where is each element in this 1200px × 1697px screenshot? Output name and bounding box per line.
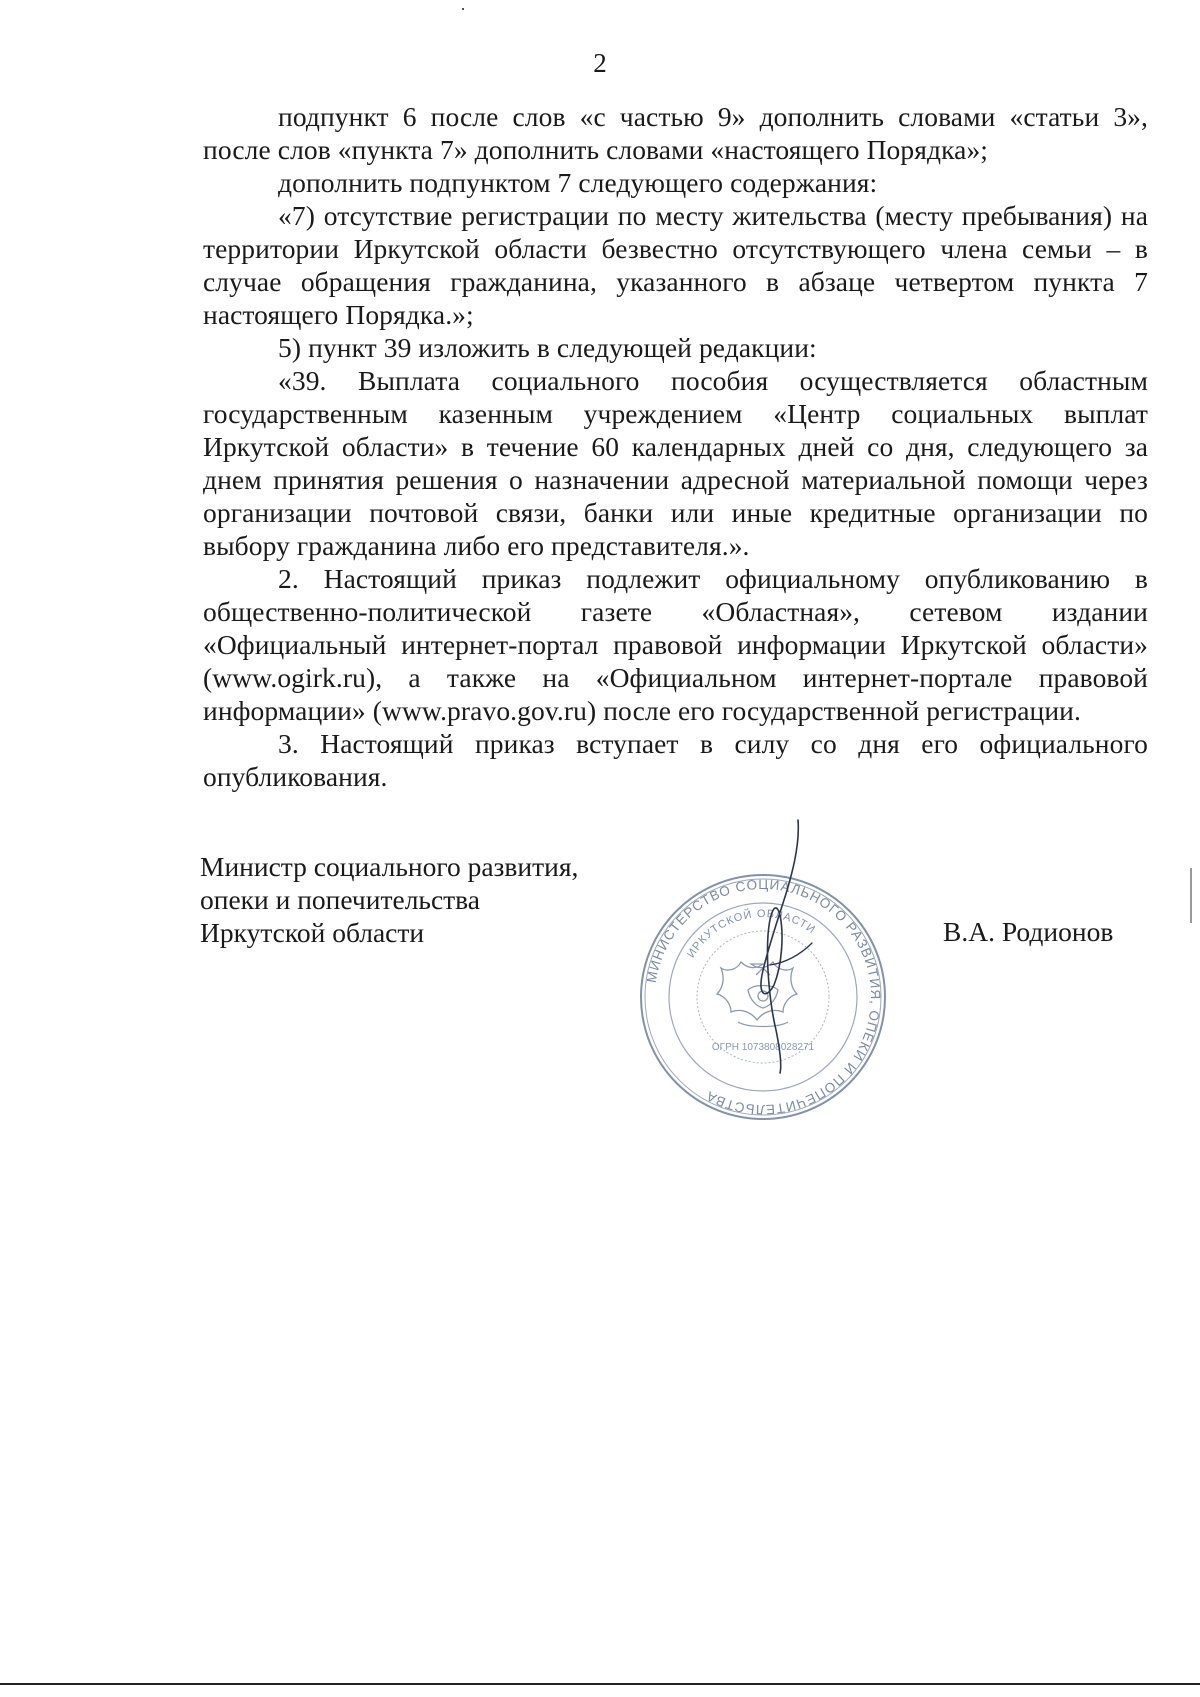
signatory-position-line: Министр социального развития, [200,851,579,882]
handwritten-signature [740,815,830,1075]
signatory-position-line: опеки и попечительства [200,884,481,915]
scan-bottom-edge [0,1683,1200,1685]
seal-inner-text: ИРКУТСКОЙ ОБЛАСТИ [685,907,818,960]
paragraph: «7) отсутствие регистрации по месту жительства (месту пребывания) на территории Иркутской области безвестно отсутствующего члена семьи – в случае обращения гражданина, указанного в абзаце четвертом пункта 7 настоящего Порядка.»; [203,200,1148,330]
paragraph: «39. Выплата социального пособия осуществляется областным государственным казенным учреждением «Центр социальных выплат Иркутской области» в течение 60 календарных дней со дня, следующего за днем принятия решения о назначении адресной материальной помощи через организации почтовой связи, банки или иные кредитные организации по выбору гражданина либо его представителя.». [203,365,1148,561]
paragraph: 5) пункт 39 изложить в следующей редакции: [278,332,817,363]
scan-edge-mark [1190,868,1192,923]
paragraph: 2. Настоящий приказ подлежит официальному опубликованию в общественно-политической газете «Областная», сетевом издании «Официальный интернет-портал правовой информации Иркутской области» (www.ogirk.ru), а также на «Официальном интернет-портале правовой информации» (www.pravo.gov.ru) после его государственной регистрации. [203,563,1148,726]
paragraph: подпункт 6 после слов «с частью 9» дополнить словами «статьи 3», после слов «пункта 7» дополнить словами «настоящего Порядка»; [203,101,1148,165]
paragraph: дополнить подпунктом 7 следующего содержания: [278,167,878,198]
scan-speck [462,8,464,10]
seal-outer-text: МИНИСТЕРСТВО СОЦИАЛЬНОГО РАЗВИТИЯ, ОПЕКИ И ПОПЕЧИТЕЛЬСТВА [643,876,884,1118]
document-body [203,100,1148,793]
signatory-position-line: Иркутской области [200,917,425,948]
page-number: 2 [593,48,607,78]
paragraph: 3. Настоящий приказ вступает в силу со дня его официального опубликования. [203,728,1148,792]
signatory-position [200,850,578,949]
seal-ogrn-text: ОГРН 1073808028271 [711,1042,815,1053]
signatory-name: В.А. Родионов [943,916,1114,947]
